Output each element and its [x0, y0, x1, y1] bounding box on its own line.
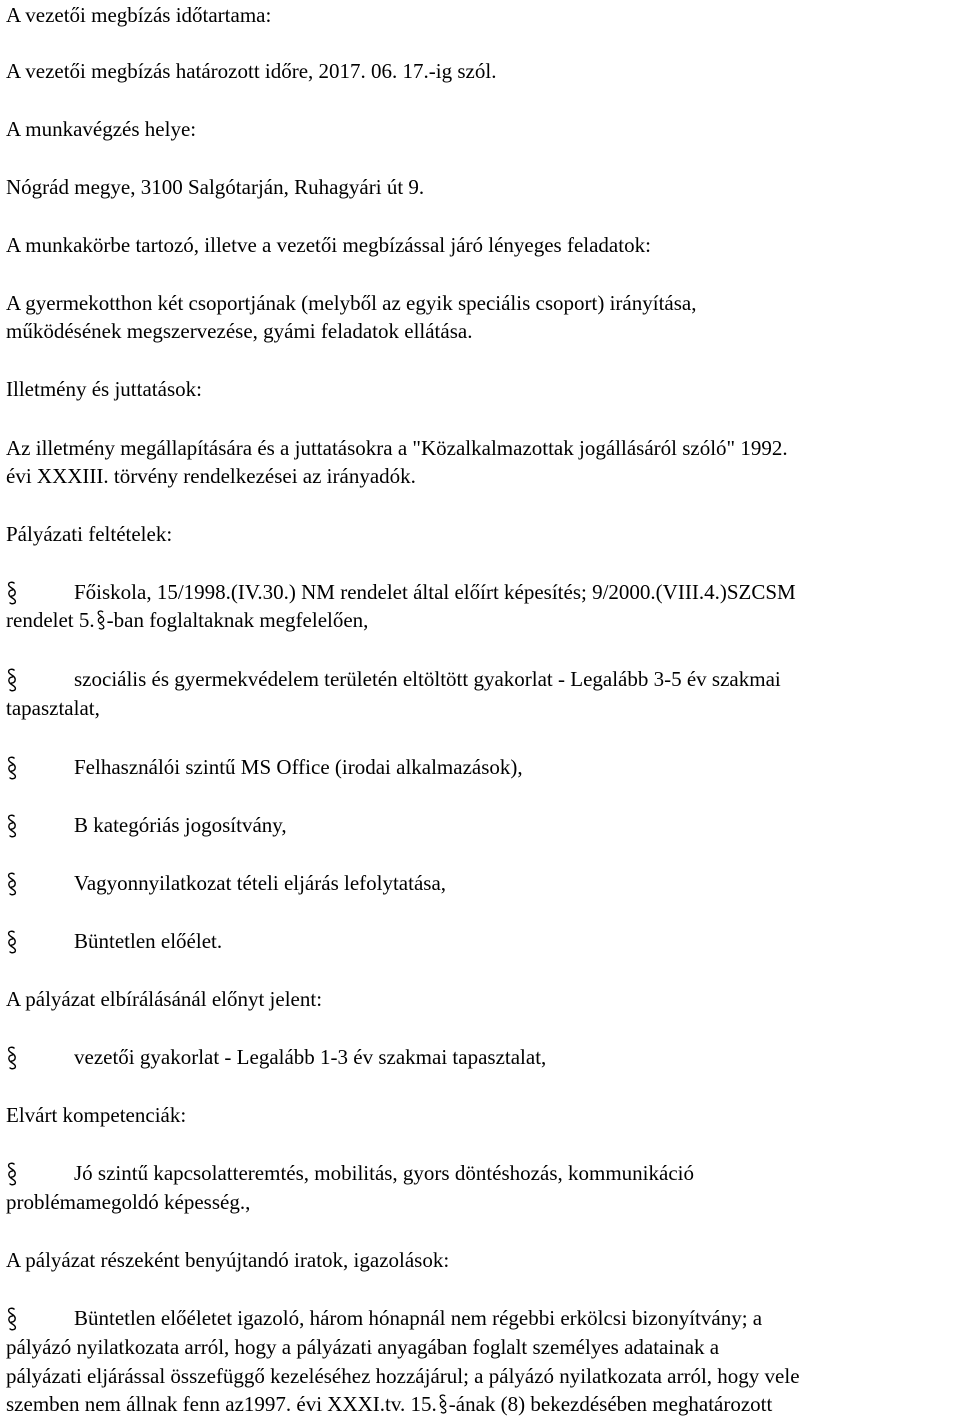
- condition-item-1-line2: [6, 605, 960, 635]
- condition-item-5: Vagyonnyilatkozat tételi eljárás lefolytatása,: [74, 871, 447, 895]
- condition-item-2-line2: tapasztalat,: [6, 696, 100, 720]
- condition-item-2-line1: szociális és gyermekvédelem területén eltöltött gyakorlat - Legalább 3-5 év szakmai: [74, 667, 781, 691]
- section-sign-icon: [6, 580, 18, 606]
- term-heading: A vezetői megbízás időtartama:: [6, 3, 272, 27]
- competencies-heading: Elvárt kompetenciák:: [6, 1103, 187, 1127]
- section-sign-icon: [6, 1045, 18, 1071]
- tasks-body-line1: A gyermekotthon két csoportjának (melyből az egyik speciális csoport) irányítása,: [6, 291, 697, 315]
- condition-item-6: Büntetlen előélet.: [74, 929, 223, 953]
- term-body: A vezetői megbízás határozott időre, 2017. 06. 17.-ig szól.: [6, 59, 497, 83]
- competencies-item-1-line2: problémamegoldó képesség.,: [6, 1190, 251, 1214]
- conditions-heading: Pályázati feltételek:: [6, 522, 173, 546]
- salary-heading: Illetmény és juttatások:: [6, 377, 202, 401]
- section-sign-icon: [6, 667, 18, 693]
- salary-body-line1: Az illetmény megállapítására és a juttatásokra a "Közalkalmazottak jogállásáról szóló" 1992.: [6, 436, 788, 460]
- documents-item-1-line3: pályázati eljárással összefüggő kezeléséhez hozzájárul; a pályázó nyilatkozata arról, hogy vele: [6, 1364, 800, 1388]
- documents-heading: A pályázat részeként benyújtandó iratok, igazolások:: [6, 1248, 450, 1272]
- documents-item-1-line2: pályázó nyilatkozata arról, hogy a pályázati anyagában foglalt személyes adatainak a: [6, 1335, 720, 1359]
- tasks-body-line2: működésének megszervezése, gyámi feladatok ellátása.: [6, 319, 473, 343]
- tasks-heading: A munkakörbe tartozó, illetve a vezetői megbízással járó lényeges feladatok:: [6, 233, 651, 257]
- section-sign-icon: [6, 1161, 18, 1187]
- condition-item-1-line1: Főiskola, 15/1998.(IV.30.) NM rendelet által előírt képesítés; 9/2000.(VIII.4.)SZCSM: [74, 580, 796, 604]
- documents-item-1-line1: Büntetlen előéletet igazoló, három hónapnál nem régebbi erkölcsi bizonyítvány; a: [74, 1306, 763, 1330]
- advantage-heading: A pályázat elbírálásánál előnyt jelent:: [6, 987, 323, 1011]
- advantage-item-1: vezetői gyakorlat - Legalább 1-3 év szakmai tapasztalat,: [74, 1045, 547, 1069]
- condition-item-1-prefix: rendelet 5.: [6, 608, 95, 632]
- documents-item-1-line4-prefix: szemben nem állnak fenn az1997. évi XXXI.tv. 15.: [6, 1392, 437, 1416]
- documents-item-1-line4-suffix: -ának (8) bekezdésében meghatározott: [448, 1392, 773, 1416]
- place-heading: A munkavégzés helye:: [6, 117, 197, 141]
- section-sign-icon: [96, 609, 106, 631]
- section-sign-icon: [6, 755, 18, 781]
- section-sign-icon: [6, 813, 18, 839]
- section-sign-icon: [6, 871, 18, 897]
- condition-item-4: B kategóriás jogosítvány,: [74, 813, 287, 837]
- place-body: Nógrád megye, 3100 Salgótarján, Ruhagyári út 9.: [6, 175, 425, 199]
- condition-item-3: Felhasználói szintű MS Office (irodai alkalmazások),: [74, 755, 523, 779]
- section-sign-icon: [6, 1306, 18, 1332]
- section-sign-icon: [6, 929, 18, 955]
- salary-body-line2: évi XXXIII. törvény rendelkezései az irányadók.: [6, 464, 416, 488]
- documents-item-1-line4: [6, 1389, 960, 1419]
- competencies-item-1-line1: Jó szintű kapcsolatteremtés, mobilitás, gyors döntéshozás, kommunikáció: [74, 1161, 694, 1185]
- condition-item-1-suffix: -ban foglaltaknak megfelelően,: [106, 608, 369, 632]
- section-sign-icon: [438, 1393, 448, 1415]
